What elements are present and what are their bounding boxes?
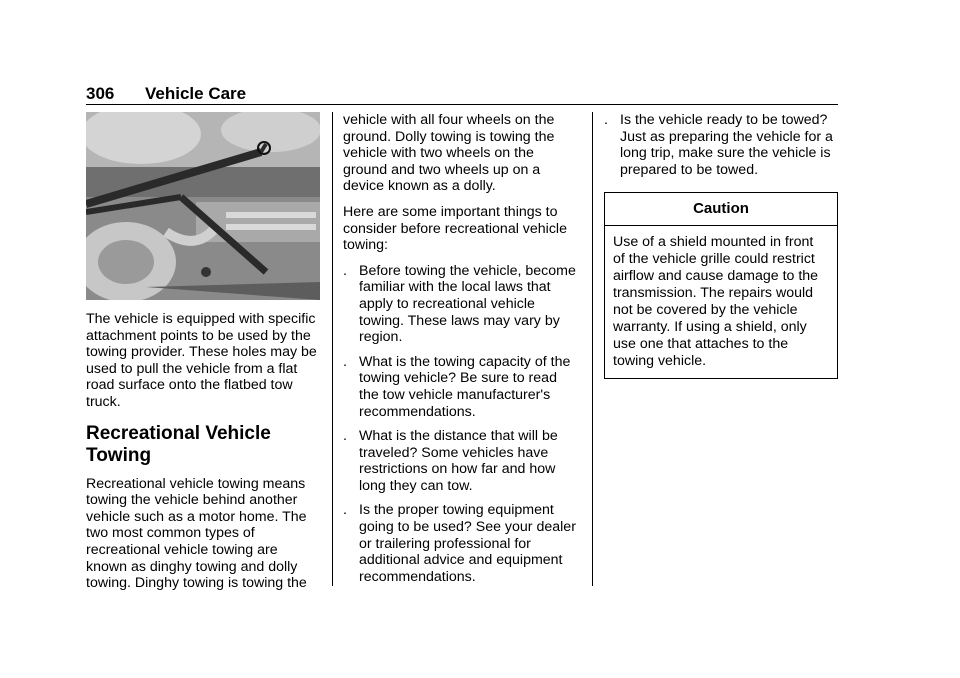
paragraph: Recreational vehicle towing means towing the vehicle behind another vehicle such as a motor home. The two most common types of recreational vehicle towing are known as dinghy towing and dolly towing. Dinghy towing is towing the xyxy=(86,475,307,592)
column-2 xyxy=(343,112,579,593)
list-item xyxy=(343,428,579,494)
list-item xyxy=(343,354,579,420)
column-1 xyxy=(86,112,322,601)
list-item-text: Is the proper towing equipment going to be used? See your dealer or trailering professional for additional advice and equipment recommendations. xyxy=(359,502,576,585)
bullet-marker: . xyxy=(343,353,347,370)
column-3 xyxy=(604,112,840,379)
list-item xyxy=(604,112,840,178)
bullet-marker: . xyxy=(343,262,347,279)
bullet-marker: . xyxy=(343,502,347,519)
page-number: 306 xyxy=(86,84,115,103)
section-heading: Recreational Vehicle Towing xyxy=(86,422,271,466)
tow-strap-illustration xyxy=(86,112,320,300)
caution-title: Caution xyxy=(605,193,837,226)
list-item xyxy=(343,263,579,346)
paragraph: Here are some important things to consider before recreational vehicle towing: xyxy=(343,203,567,254)
list-item-text: What is the distance that will be traveled? Some vehicles have restrictions on how far and how long they can tow. xyxy=(359,428,558,494)
column-divider-2 xyxy=(592,112,593,586)
list-item-text: Before towing the vehicle, become familiar with the local laws that apply to recreational vehicle towing. These laws may vary by region. xyxy=(359,262,576,346)
list-item-text: What is the towing capacity of the towing vehicle? Be sure to read the tow vehicle manufacturer's recommendations. xyxy=(359,353,571,420)
caution-text: Use of a shield mounted in front of the vehicle grille could restrict airflow and cause damage to the transmission. The repairs would not be covered by the vehicle warranty. If using a shield, only use one that attaches to the towing vehicle. xyxy=(613,233,819,369)
page-header xyxy=(86,84,838,104)
paragraph: vehicle with all four wheels on the ground. Dolly towing is towing the vehicle with two wheels on the ground and two wheels up on a device known as a dolly. xyxy=(343,112,555,195)
figure-caption: The vehicle is equipped with specific attachment points to be used by the towing provider. These holes may be used to pull the vehicle from a flat road surface onto the flatbed tow truck. xyxy=(86,311,317,410)
section-title: Vehicle Care xyxy=(145,84,247,103)
column-divider-1 xyxy=(332,112,333,586)
list-item xyxy=(343,502,579,585)
bullet-marker: . xyxy=(604,112,608,128)
list-item-text: Is the vehicle ready to be towed? Just as preparing the vehicle for a long trip, make sure the vehicle is prepared to be towed. xyxy=(620,112,833,178)
bullet-marker: . xyxy=(343,428,347,445)
header-rule xyxy=(86,104,838,105)
caution-box xyxy=(604,192,838,379)
